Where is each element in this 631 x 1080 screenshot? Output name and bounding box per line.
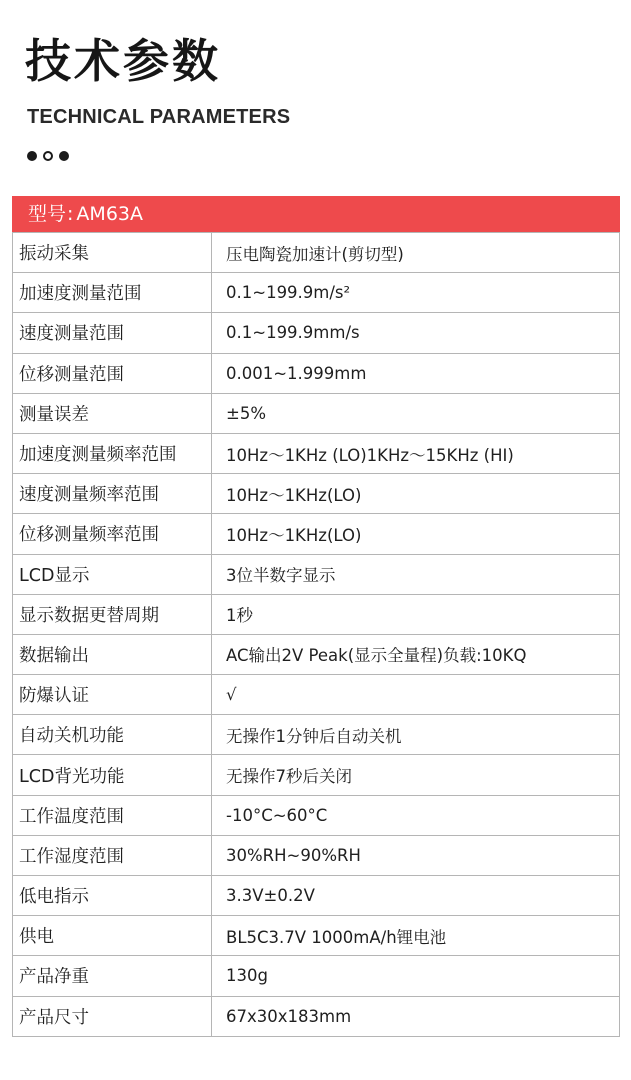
model-separator: :: [67, 203, 74, 225]
dot-filled-icon: [27, 151, 37, 161]
spec-label: 防爆认证: [13, 675, 212, 715]
spec-label: 测量误差: [13, 393, 212, 433]
spec-value: 压电陶瓷加速计(剪切型): [212, 233, 620, 273]
spec-table-body: [13, 233, 620, 1037]
table-row: [13, 594, 620, 634]
spec-value: 无操作1分钟后自动关机: [212, 715, 620, 755]
spec-value: 0.1~199.9mm/s: [212, 313, 620, 353]
spec-value: 67x30x183mm: [212, 996, 620, 1036]
spec-label: LCD显示: [13, 554, 212, 594]
spec-label: 位移测量范围: [13, 353, 212, 393]
table-row: [13, 554, 620, 594]
spec-value: 0.1~199.9m/s²: [212, 273, 620, 313]
page-title: 技术参数: [25, 34, 221, 88]
spec-label: 自动关机功能: [13, 715, 212, 755]
spec-label: 振动采集: [13, 233, 212, 273]
table-row: [13, 273, 620, 313]
spec-value: 0.001~1.999mm: [212, 353, 620, 393]
spec-value: 3.3V±0.2V: [212, 876, 620, 916]
table-row: [13, 876, 620, 916]
table-row: [13, 514, 620, 554]
table-row: [13, 313, 620, 353]
spec-value: BL5C3.7V 1000mA/h锂电池: [212, 916, 620, 956]
spec-label: 工作湿度范围: [13, 835, 212, 875]
spec-value: 1秒: [212, 594, 620, 634]
table-row: [13, 916, 620, 956]
table-row: [13, 353, 620, 393]
table-row: [13, 474, 620, 514]
spec-value: 30%RH~90%RH: [212, 835, 620, 875]
spec-value: AC输出2V Peak(显示全量程)负载:10KQ: [212, 634, 620, 674]
spec-label: 产品净重: [13, 956, 212, 996]
spec-label: LCD背光功能: [13, 755, 212, 795]
page-subtitle: TECHNICAL PARAMETERS: [27, 106, 291, 128]
table-row: [13, 795, 620, 835]
spec-label: 速度测量频率范围: [13, 474, 212, 514]
table-row: [13, 393, 620, 433]
spec-value: 10Hz～1KHz(LO): [212, 514, 620, 554]
spec-value: ±5%: [212, 393, 620, 433]
dot-filled-icon: [59, 151, 69, 161]
spec-value: 130g: [212, 956, 620, 996]
spec-value: 无操作7秒后关闭: [212, 755, 620, 795]
table-row: [13, 956, 620, 996]
spec-label: 显示数据更替周期: [13, 594, 212, 634]
table-row: [13, 433, 620, 473]
model-label: 型号: [28, 203, 67, 225]
spec-label: 低电指示: [13, 876, 212, 916]
table-row: [13, 634, 620, 674]
table-row: [13, 675, 620, 715]
table-row: [13, 715, 620, 755]
spec-value: √: [212, 675, 620, 715]
header: [0, 0, 631, 195]
spec-label: 供电: [13, 916, 212, 956]
model-banner: [12, 196, 620, 232]
table-row: [13, 996, 620, 1036]
model-value: AM63A: [76, 203, 143, 225]
spec-table: [12, 232, 620, 1037]
spec-value: 10Hz～1KHz(LO): [212, 474, 620, 514]
spec-label: 产品尺寸: [13, 996, 212, 1036]
spec-label: 位移测量频率范围: [13, 514, 212, 554]
spec-label: 速度测量范围: [13, 313, 212, 353]
spec-value: 10Hz～1KHz (LO)1KHz～15KHz (HI): [212, 433, 620, 473]
dot-hollow-icon: [43, 151, 53, 161]
spec-label: 工作温度范围: [13, 795, 212, 835]
table-row: [13, 233, 620, 273]
spec-label: 加速度测量范围: [13, 273, 212, 313]
spec-value: 3位半数字显示: [212, 554, 620, 594]
table-row: [13, 755, 620, 795]
spec-value: -10°C~60°C: [212, 795, 620, 835]
table-row: [13, 835, 620, 875]
decorative-dots: [27, 151, 69, 161]
spec-label: 加速度测量频率范围: [13, 433, 212, 473]
spec-label: 数据输出: [13, 634, 212, 674]
